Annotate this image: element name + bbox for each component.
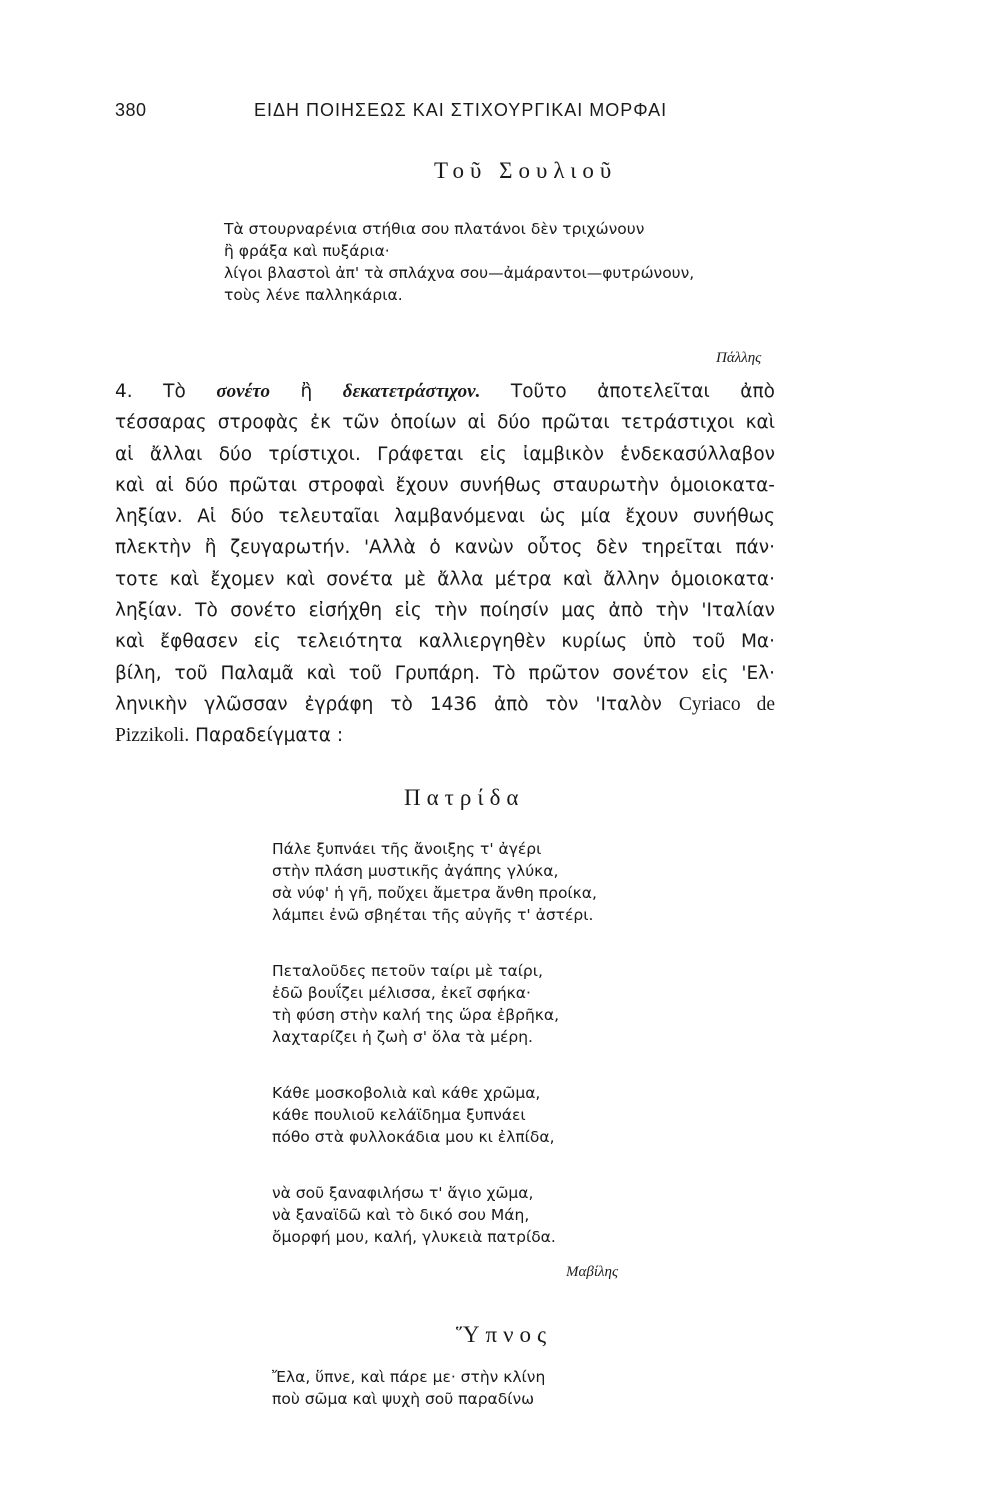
prose-text: Παραδείγματα : bbox=[195, 725, 344, 747]
poem-patrida-stanza-3 bbox=[272, 1082, 555, 1148]
term-soneto: σονέτο bbox=[216, 381, 270, 402]
prose-line bbox=[115, 689, 775, 720]
verse-line: Τὰ στουρναρένια στήθια σου πλατάνοι δὲν τριχώνουν bbox=[224, 220, 645, 238]
prose-line: ληξίαν. Αἱ δύο τελευταῖαι λαμβανόμεναι ὡς μία ἔχουν συνήθως bbox=[115, 506, 775, 528]
latin-name: Cyriaco de bbox=[678, 693, 775, 715]
page-number: 380 bbox=[115, 100, 147, 120]
prose-text: ληνικὴν γλῶσσαν ἐγράφη τὸ 1436 ἀπὸ τὸν 'Ιταλὸν bbox=[115, 693, 662, 715]
verse-line: ἢ φράξα καὶ πυξάρια· bbox=[224, 242, 390, 260]
prose-line bbox=[115, 376, 775, 407]
verse-line: νὰ ξαναϊδῶ καὶ τὸ δικό σου Μάη, bbox=[272, 1206, 530, 1224]
verse-line: ποὺ σῶμα καὶ ψυχὴ σοῦ παραδίνω bbox=[272, 1390, 535, 1408]
poem-souliou-verse bbox=[224, 218, 694, 306]
verse-line: νὰ σοῦ ξαναφιλήσω τ' ἅγιο χῶμα, bbox=[272, 1184, 534, 1202]
poem-patrida-stanza-2 bbox=[272, 960, 559, 1048]
prose-line: καὶ αἱ δύο πρῶται στροφαὶ ἔχουν συνήθως σταυρωτὴν ὁμοιοκατα- bbox=[115, 474, 775, 496]
verse-line: στὴν πλάση μυστικῆς ἀγάπης γλύκα, bbox=[272, 862, 559, 880]
verse-line: λίγοι βλαστοὶ ἀπ' τὰ σπλάχνα σου—ἀμάραντοι—φυτρώνουν, bbox=[224, 264, 695, 282]
poem-patrida-stanza-1 bbox=[272, 838, 597, 926]
poem-author-mavilis: Μαβίλης bbox=[566, 1264, 619, 1280]
prose-line: τέσσαρας στροφὰς ἐκ τῶν ὁποίων αἱ δύο πρῶται τετράστιχοι καὶ bbox=[115, 412, 775, 434]
verse-line: λάμπει ἐνῶ σβηέται τῆς αὐγῆς τ' ἀστέρι. bbox=[272, 906, 594, 924]
verse-line: τὴ φύση στὴν καλή της ὥρα ἐβρῆκα, bbox=[272, 1006, 560, 1024]
prose-line: πλεκτὴν ἢ ζευγαρωτήν. 'Αλλὰ ὁ κανὼν οὗτος δὲν τηρεῖται πάν· bbox=[115, 537, 775, 559]
verse-line: τοὺς λένε παλληκάρια. bbox=[224, 286, 403, 304]
verse-line: ἐδῶ βουΐζει μέλισσα, ἐκεῖ σφήκα· bbox=[272, 984, 531, 1002]
prose-line: βίλη, τοῦ Παλαμᾶ καὶ τοῦ Γρυπάρη. Τὸ πρῶτον σονέτον εἰς 'Ελ· bbox=[115, 662, 775, 684]
poem-title-ypnos: Ὕπνος bbox=[456, 1322, 553, 1347]
prose-line: τοτε καὶ ἔχομεν καὶ σονέτα μὲ ἄλλα μέτρα καὶ ἄλλην ὁμοιοκατα· bbox=[115, 568, 775, 590]
verse-line: κάθε πουλιοῦ κελάϊδημα ξυπνάει bbox=[272, 1106, 526, 1124]
prose-text: 4. Τὸ bbox=[115, 381, 186, 402]
poem-ypnos-verse bbox=[272, 1366, 545, 1410]
prose-line: καὶ ἔφθασεν εἰς τελειότητα καλλιεργηθὲν κυρίως ὑπὸ τοῦ Μα· bbox=[115, 631, 775, 653]
poem-patrida-stanza-4 bbox=[272, 1182, 556, 1248]
prose-text: Τοῦτο ἀποτελεῖται ἀπὸ bbox=[510, 381, 775, 402]
poem-title-souliou: Τοῦ Σουλιοῦ bbox=[434, 158, 618, 183]
prose-line: ληξίαν. Τὸ σονέτο εἰσήχθη εἰς τὴν ποίησίν μας ἀπὸ τὴν 'Ιταλίαν bbox=[115, 600, 775, 622]
prose-text: ἢ bbox=[300, 381, 313, 402]
verse-line: ὄμορφή μου, καλή, γλυκειὰ πατρίδα. bbox=[272, 1228, 556, 1246]
poem-author-pallis: Πάλλης bbox=[716, 350, 762, 366]
verse-line: Κάθε μοσκοβολιὰ καὶ κάθε χρῶμα, bbox=[272, 1084, 541, 1102]
section-4-sonnet bbox=[115, 376, 775, 752]
verse-line: σὰ νύφ' ἡ γῆ, ποὔχει ἄμετρα ἄνθη προίκα, bbox=[272, 884, 597, 902]
latin-name: Pizzikoli. bbox=[115, 725, 190, 747]
prose-line: αἱ ἄλλαι δύο τρίστιχοι. Γράφεται εἰς ἰαμβικὸν ἑνδεκασύλλαβον bbox=[115, 443, 775, 465]
verse-line: Ἔλα, ὕπνε, καὶ πάρε με· στὴν κλίνη bbox=[272, 1368, 546, 1386]
verse-line: Πάλε ξυπνάει τῆς ἄνοιξης τ' ἀγέρι bbox=[272, 840, 542, 858]
verse-line: πόθο στὰ φυλλοκάδια μου κι ἐλπίδα, bbox=[272, 1128, 555, 1146]
running-head-title: ΕΙΔΗ ΠΟΙΗΣΕΩΣ ΚΑΙ ΣΤΙΧΟΥΡΓΙΚΑΙ ΜΟΡΦΑΙ bbox=[254, 100, 668, 120]
prose-line bbox=[115, 720, 775, 751]
verse-line: Πεταλοῦδες πετοῦν ταίρι μὲ ταίρι, bbox=[272, 962, 543, 980]
term-dekatetrastichon: δεκατετράστιχον. bbox=[342, 381, 481, 402]
verse-line: λαχταρίζει ἡ ζωὴ σ' ὅλα τὰ μέρη. bbox=[272, 1028, 533, 1046]
poem-title-patrida: Πατρίδα bbox=[404, 785, 525, 810]
running-head bbox=[115, 100, 775, 126]
